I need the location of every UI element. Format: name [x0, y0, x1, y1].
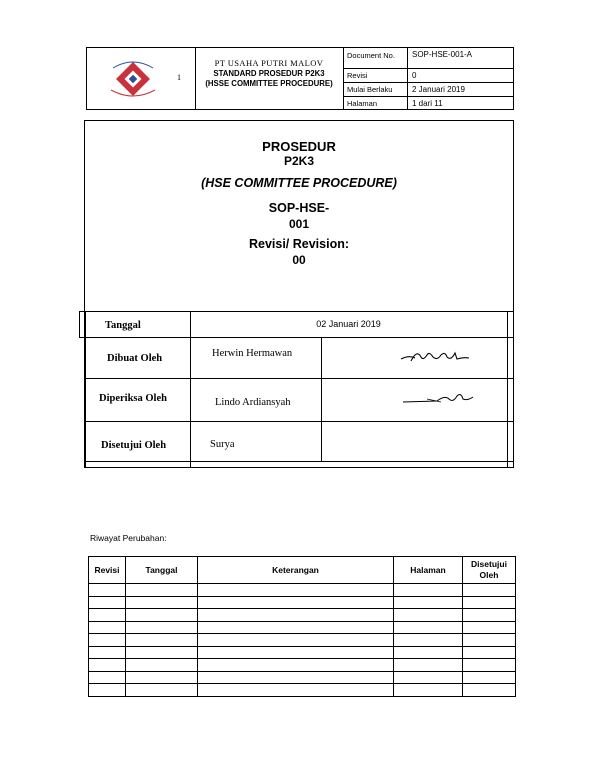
table-row — [89, 646, 516, 659]
table-cell — [198, 659, 394, 672]
table-row — [89, 609, 516, 622]
document-header — [86, 47, 514, 110]
table-cell — [198, 634, 394, 647]
company-name: PT USAHA PUTRI MALOV — [214, 58, 324, 68]
table-cell — [89, 634, 126, 647]
table-header-row — [89, 557, 516, 584]
table-cell — [463, 584, 516, 597]
field-value-halaman: 1 dari 11 — [412, 99, 443, 108]
revision-label: Revisi/ Revision: — [248, 237, 350, 251]
table-cell — [89, 671, 126, 684]
table-cell — [89, 621, 126, 634]
table-cell — [198, 596, 394, 609]
table-cell — [394, 659, 463, 672]
procedure-title-line1: PROSEDUR — [262, 139, 336, 154]
field-label-mulai-berlaku: Mulai Berlaku — [347, 85, 393, 94]
procedure-cover — [84, 120, 514, 468]
history-title: Riwayat Perubahan: — [90, 533, 167, 543]
table-row — [89, 659, 516, 672]
table-row — [89, 621, 516, 634]
dibuat-oleh-name: Herwin Hermawan — [212, 348, 293, 359]
column-header-tanggal: Tanggal — [126, 557, 198, 584]
table-cell — [198, 621, 394, 634]
table-cell — [198, 609, 394, 622]
document-subtitle: (HSSE COMMITTEE PROCEDURE) — [205, 79, 333, 88]
table-cell — [126, 609, 198, 622]
approval-table — [79, 311, 513, 467]
table-cell — [463, 671, 516, 684]
table-cell — [198, 671, 394, 684]
table-cell — [394, 684, 463, 697]
table-cell — [126, 621, 198, 634]
table-cell — [126, 659, 198, 672]
table-cell — [394, 596, 463, 609]
table-cell — [198, 646, 394, 659]
tanggal-value: 02 Januari 2019 — [316, 319, 381, 329]
procedure-english-title: (HSE COMMITTEE PROCEDURE) — [201, 176, 397, 190]
table-cell — [126, 646, 198, 659]
column-header-disetujui-oleh: Disetujui Oleh — [463, 557, 516, 584]
table-cell — [463, 596, 516, 609]
table-cell — [394, 671, 463, 684]
table-row — [89, 671, 516, 684]
field-label-halaman: Halaman — [347, 99, 378, 108]
table-row — [89, 634, 516, 647]
table-cell — [394, 621, 463, 634]
signature-diperiksa-icon — [397, 387, 477, 409]
table-row — [89, 596, 516, 609]
column-header-keterangan: Keterangan — [198, 557, 394, 584]
field-label-document-no: Document No. — [347, 51, 395, 60]
logo-number: 1 — [177, 73, 181, 82]
field-value-revisi: 0 — [412, 71, 417, 80]
dibuat-oleh-label: Dibuat Oleh — [107, 353, 163, 364]
table-cell — [394, 634, 463, 647]
table-cell — [463, 659, 516, 672]
table-cell — [463, 634, 516, 647]
table-cell — [198, 684, 394, 697]
company-logo-icon — [107, 56, 159, 102]
revision-history-table — [88, 556, 516, 697]
table-cell — [126, 684, 198, 697]
document-title: STANDARD PROSEDUR P2K3 — [213, 69, 325, 78]
table-cell — [394, 584, 463, 597]
disetujui-oleh-name: Surya — [210, 439, 235, 450]
table-row — [89, 584, 516, 597]
table-cell — [126, 634, 198, 647]
table-cell — [89, 646, 126, 659]
table-cell — [89, 659, 126, 672]
diperiksa-oleh-name: Lindo Ardiansyah — [215, 397, 291, 408]
table-cell — [126, 596, 198, 609]
table-cell — [463, 646, 516, 659]
table-cell — [394, 609, 463, 622]
revision-value: 00 — [292, 253, 306, 267]
procedure-code-line2: 001 — [288, 217, 310, 231]
field-value-mulai-berlaku: 2 Januari 2019 — [412, 85, 465, 94]
tanggal-label: Tanggal — [105, 320, 141, 331]
table-cell — [394, 646, 463, 659]
procedure-title-line2: P2K3 — [283, 154, 315, 168]
revision-history-body — [89, 584, 516, 697]
table-cell — [463, 609, 516, 622]
field-label-revisi: Revisi — [347, 71, 368, 80]
table-cell — [463, 684, 516, 697]
table-cell — [463, 621, 516, 634]
table-cell — [126, 584, 198, 597]
procedure-code-line1: SOP-HSE- — [268, 201, 330, 215]
column-header-halaman: Halaman — [394, 557, 463, 584]
disetujui-oleh-label: Disetujui Oleh — [101, 440, 167, 451]
table-cell — [89, 684, 126, 697]
column-header-revisi: Revisi — [89, 557, 126, 584]
table-cell — [89, 609, 126, 622]
table-cell — [198, 584, 394, 597]
signature-dibuat-icon — [397, 345, 477, 367]
table-cell — [89, 596, 126, 609]
diperiksa-oleh-label: Diperiksa Oleh — [99, 393, 167, 404]
table-cell — [126, 671, 198, 684]
table-row — [89, 684, 516, 697]
field-value-document-no: SOP-HSE-001-A — [412, 50, 473, 59]
table-cell — [89, 584, 126, 597]
